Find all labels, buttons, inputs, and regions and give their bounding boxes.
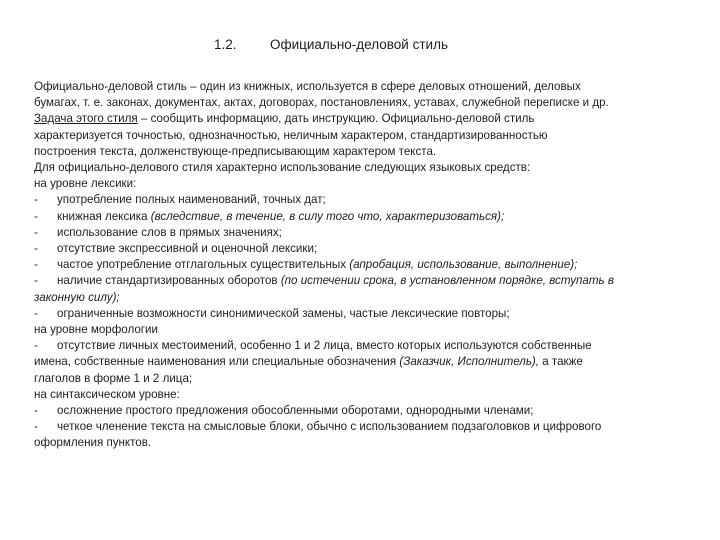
lexic-item-6-continued <box>34 290 694 306</box>
dash-marker: - <box>34 242 38 256</box>
lexic-item-3 <box>34 225 694 241</box>
intro-line-1: Официально-деловой стиль – один из книжных, используется в сфере деловых отношений, деловых <box>34 80 581 93</box>
lexic-item-7 <box>34 306 694 322</box>
morph-item-1-text: отсутствие личных местоимений, особенно 1 и 2 лица, вместо которых используются собственные <box>57 339 592 353</box>
dash-marker: - <box>34 404 38 418</box>
lexic-item-5-examples: (апробация, использование, выполнение); <box>349 258 578 272</box>
task-underlined: Задача этого стиля <box>34 112 138 126</box>
dash-marker: - <box>34 209 38 223</box>
intro-line-6: Для официально-делового стиля характерно использование следующих языковых средств: <box>34 161 531 175</box>
dash-marker: - <box>34 339 38 353</box>
lexic-item-5 <box>34 257 694 273</box>
dash-marker: - <box>34 306 38 320</box>
morph-item-1-line-2 <box>34 354 694 370</box>
lexic-item-1-text: употребление полных наименований, точных дат; <box>57 193 326 207</box>
lexic-item-4 <box>34 241 694 257</box>
dash-marker: - <box>34 193 38 207</box>
lexic-item-1 <box>34 192 694 208</box>
lexic-item-2-text: книжная лексика <box>57 209 151 223</box>
dash-marker: - <box>34 225 38 239</box>
lexic-item-6-text: наличие стандартизированных оборотов <box>57 274 281 288</box>
syntax-item-1 <box>34 403 694 419</box>
syntax-item-2-line-2: оформления пунктов. <box>34 436 152 450</box>
syntax-item-2-text: четкое членение текста на смысловые блоки, обычно с использованием подзаголовков и цифрового <box>57 420 602 434</box>
intro-line-2: бумагах, т. е. законах, документах, актах, договорах, постановлениях, уставах, служебной переписке и др. <box>34 96 609 110</box>
dash-marker: - <box>34 420 38 434</box>
dash-marker: - <box>34 274 38 288</box>
section-number: 1.2. <box>214 37 237 52</box>
lexic-item-5-text: частое употребление отглагольных существительных <box>57 258 350 272</box>
section-heading <box>214 37 448 52</box>
morph-item-1-line-3: глаголов в форме 1 и 2 лица; <box>34 371 193 385</box>
morph-item-1-examples: (Заказчик, Исполнитель), <box>399 355 540 369</box>
body-text <box>34 79 694 452</box>
syntax-header: на синтаксическом уровне: <box>34 387 180 401</box>
syntax-item-2 <box>34 419 694 435</box>
intro-line-4: характеризуется точностью, однозначностью, неличным характером, стандартизированностью <box>34 128 548 142</box>
lexic-item-6-examples-cont: законную силу); <box>34 290 120 304</box>
lexic-header: на уровне лексики: <box>34 177 137 191</box>
morph-item-1-text-2: имена, собственные наименования или специальные обозначения <box>34 355 400 369</box>
dash-marker: - <box>34 258 38 272</box>
lexic-item-3-text: использование слов в прямых значениях; <box>57 225 282 239</box>
task-rest: – сообщить информацию, дать инструкцию. Официально-деловой стиль <box>137 112 535 126</box>
lexic-item-6 <box>34 273 694 289</box>
intro-line-3 <box>34 111 694 127</box>
lexic-item-4-text: отсутствие экспрессивной и оценочной лексики; <box>57 242 318 256</box>
morph-header: на уровне морфологии <box>34 323 158 337</box>
section-title: Официально-деловой стиль <box>270 37 448 52</box>
syntax-item-1-text: осложнение простого предложения обособленными оборотами, однородными членами; <box>57 404 534 418</box>
morph-item-1 <box>34 338 694 354</box>
intro-line-5: построения текста, долженствующе-предписывающим характером текста. <box>34 144 437 158</box>
lexic-item-6-examples: (по истечении срока, в установленном порядке, вступать в <box>280 274 614 288</box>
lexic-item-2-examples: (вследствие, в течение, в силу того что, характеризоваться); <box>150 209 505 223</box>
lexic-item-7-text: ограниченные возможности синонимической замены, частые лексические повторы; <box>57 306 510 320</box>
lexic-item-2 <box>34 209 694 225</box>
morph-item-1-text-3: а также <box>539 355 583 369</box>
